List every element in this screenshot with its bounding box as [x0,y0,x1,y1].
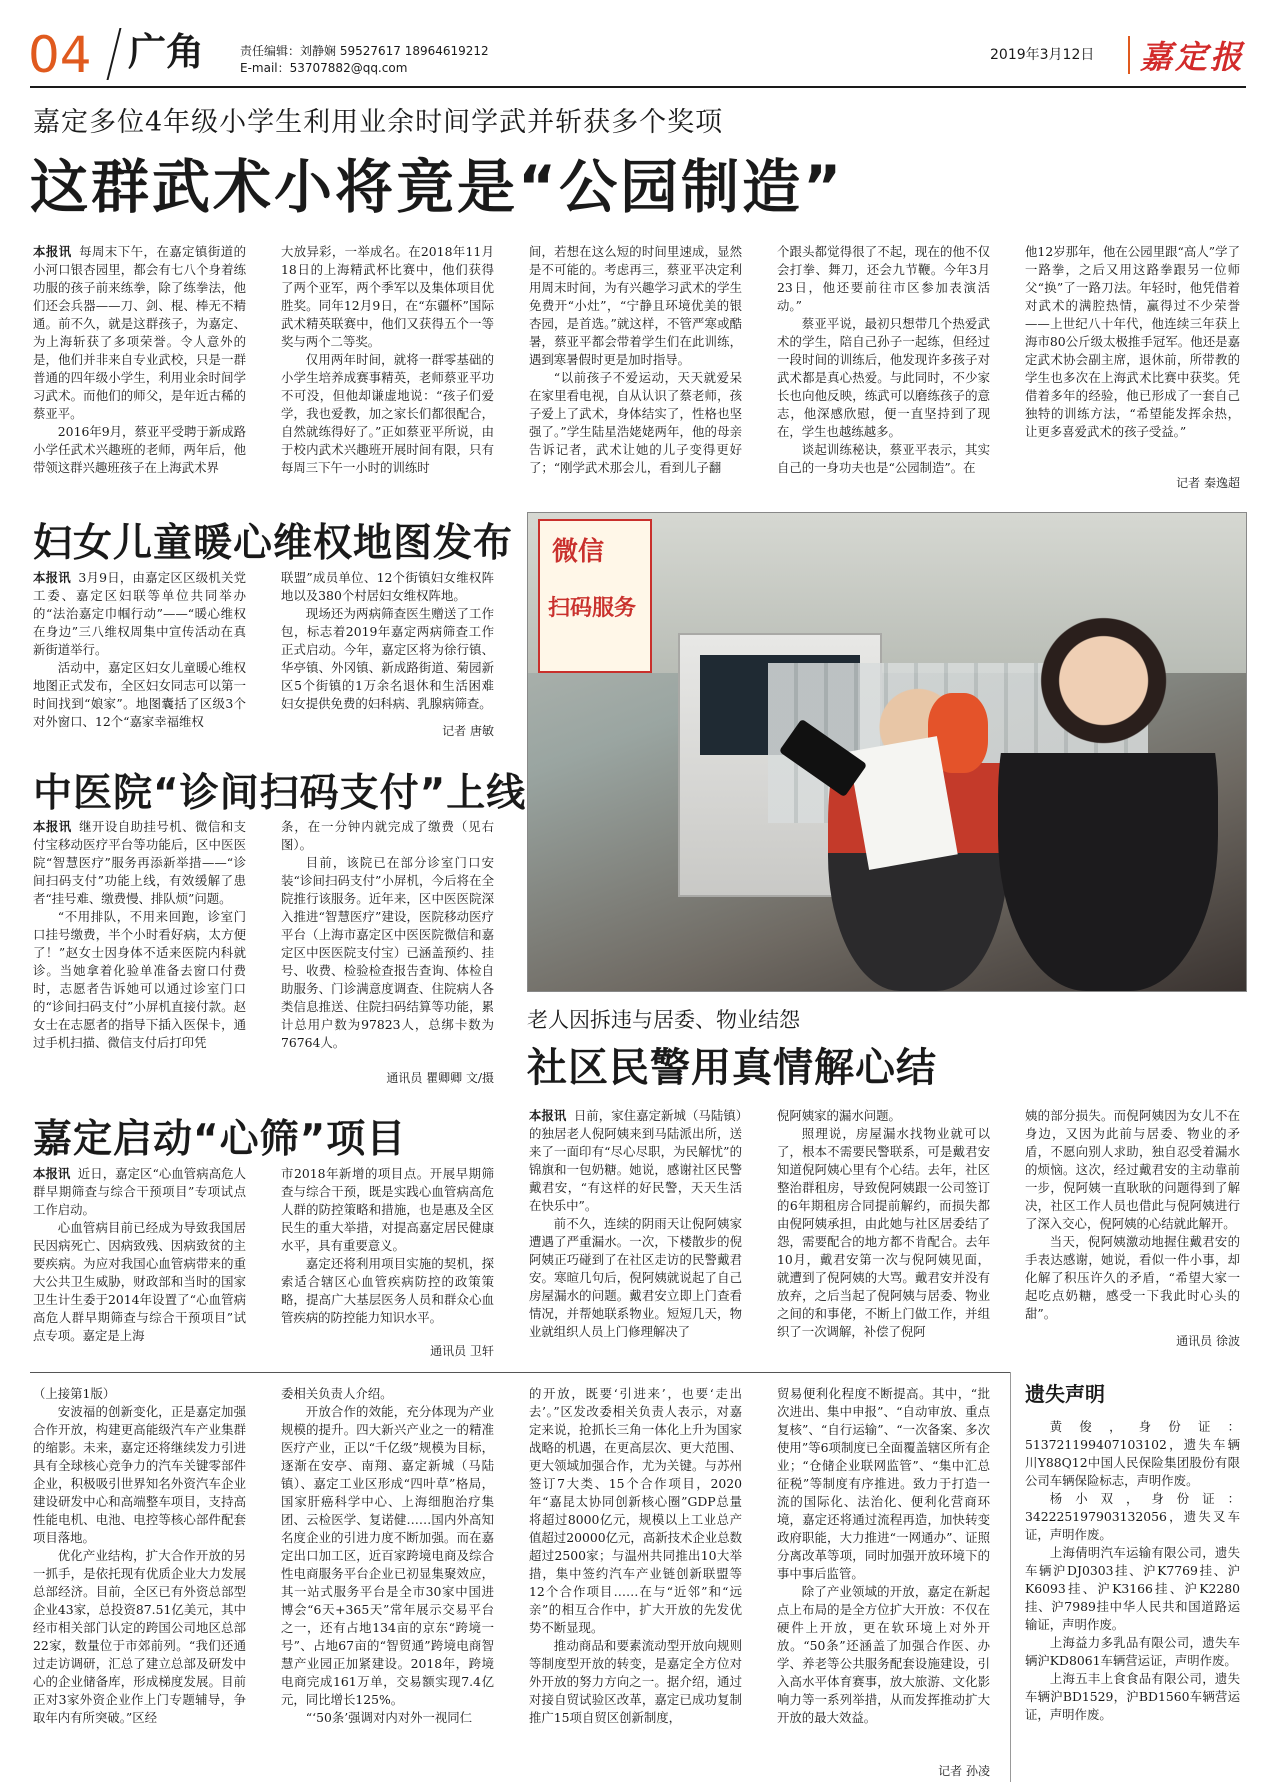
lead-tag: 本报讯 [33,1166,71,1181]
main-story-col4 [777,243,990,477]
main-story-col5 [1025,243,1240,441]
notice-divider [1010,1372,1011,1782]
main-story-col3 [529,243,742,477]
women-headline: 妇女儿童暖心维权地图发布 [33,521,514,566]
main-story-col2 [281,243,494,477]
page-number: 04 [28,26,92,84]
masthead-accent-bar [1128,36,1130,74]
paragraph: 间，若想在这么短的时间里速成，显然是不可能的。考虑再三，蔡亚平决定利用周末时间，为有兴趣学习武术的学生免费开“小灶”，“宁静且环境优美的银杏园，是首选。”就这样，不管严寒或酷暑，蔡亚平都会带着学生们在此训练，遇到寒暑假时更是加时指导。 [529,244,742,367]
paragraph: 他12岁那年，他在公园里跟“高人”学了一路拳，之后又用这路拳跟另一位师父“换”了一路刀法。年轻时，他凭借着对武术的满腔热情，赢得过不少荣誉——上世纪八十年代，他连续三年获上海市80公斤级太极推手冠军。他还是嘉定武术协会副主席，退休前，所带教的学生也多次在上海武术比赛中获奖。凭借着多年的经验，他已形成了一套自己独特的训练方法，“希望能发挥余热，让更多喜爱武术的孩子受益。” [1025,244,1240,439]
paragraph: 贸易便利化程度不断提高。其中，“批次进出、集中申报”、“自动审放、重点复核”、“自行运输”、“一次备案、多次使用”等6项制度已全面覆盖辖区所有企业；“仓储企业联网监管”、“集中汇总征税”等制度有序推进。致力于打造一流的国际化、法治化、便利化营商环境，嘉定还将通过流程再造，加快转变政府职能，大力推进“一网通办”、证照分离改革等项，同时加强开放环境下的事中事后监管。 [777,1386,990,1581]
tcm-col1 [33,818,246,1052]
paragraph: 大放异彩，一举成名。在2018年11月18日的上海精武杯比赛中，他们获得了两个亚军，两个季军以及集体项目优胜奖。同年12月9日，在“东疆杯”国际武术精英联赛中，他们又获得五个一等奖与两个二等奖。 [281,244,494,349]
paragraph: 除了产业领域的开放，嘉定在新起点上布局的是全方位扩大开放：不仅在硬件上开放，更在软环境上对外开放。“50条”还涵盖了加强合作医、办学、养老等公共服务配套设施建设，引入高水平体育赛事，放大旅游、文化影响力等一系列举措，从而发挥推动扩大开放的最大效益。 [777,1584,990,1725]
lead-tag: 本报讯 [529,1108,567,1123]
paragraph: 推动商品和要素流动型开放向规则等制度型开放的转变，是嘉定全方位对外开放的努力方向之一。据介绍，通过对接自贸试验区改革，嘉定已成功复制推广15项自贸区创新制度， [529,1638,742,1725]
notice-item: 上海益力多乳品有限公司，遗失车辆沪KD8061车辆营运证，声明作废。 [1025,1635,1240,1668]
paragraph: 继开设自助挂号机、微信和支付宝移动医疗平台等功能后，区中医医院“智慧医疗”服务再添新举措——“诊间扫码支付”功能上线，有效缓解了患者“挂号难、缴费慢、排队烦”问题。 [33,819,247,906]
paragraph: 优化产业结构，扩大合作开放的另一抓手，是依托现有优质企业大力发展总部经济。目前，全区已有外资总部型企业43家，总投资87.51亿美元，其中经市相关部门认定的跨国公司地区总部22家，数量位于市郊前列。“我们还通过走访调研，汇总了建立总部及研发中心的企业储备库，形成梯度发展。目前正对3家外资企业作上门专题辅导，争取年内有所突破。”区经 [33,1548,246,1725]
photo-sign [538,519,652,673]
photo-sign-text: 微信 [552,537,605,567]
lead-tag: 本报讯 [33,570,71,585]
paragraph: 近日，嘉定区“心血管病高危人群早期筛查与综合干预项目”专项试点工作启动。 [33,1166,246,1217]
continued-col4 [777,1385,990,1727]
women-byline: 记者 唐敏 [442,724,494,738]
editor-info [240,43,560,77]
paragraph: 倪阿姨家的漏水问题。 [777,1108,901,1123]
paragraph: 条，在一分钟内就完成了缴费（见右图）。 [281,819,494,852]
lead-tag: 本报讯 [33,819,72,834]
paragraph: “‘50条’强调对内对外一视同仁 [305,1710,473,1725]
notice-title: 遗失声明 [1025,1382,1105,1406]
photo-person-woman [998,603,1218,991]
section-divider [30,1372,1010,1373]
paragraph: 的开放，既要‘引进来’，也要‘走出去’。”区发改委相关负责人表示，对嘉定来说，抢抓长三角一体化上升为国家战略的机遇，在更高层次、更大范围、更大领域加强合作，尤为关键。与苏州签订7大类、15个合作项目，2020年“嘉昆太协同创新核心圈”GDP总量将超过8000亿元，规模以上工业总产值超过20000亿元，高新技术企业总数超过2500家；与温州共同推出10大举措，集中签约汽车产业链创新联盟等12个合作项目……在与“近邻”和“远亲”的相互合作中，扩大开放的先发优势不断显现。 [529,1386,742,1635]
police-byline: 通讯员 徐波 [1176,1334,1240,1348]
continued-col2 [281,1385,494,1727]
newspaper-logo: 嘉定报 [1140,38,1246,76]
paragraph: 现场还为两病筛查医生赠送了工作包，标志着2019年嘉定两病筛查工作正式启动。今年，嘉定区将为徐行镇、华亭镇、外冈镇、新成路街道、菊园新区5个街镇的1万余名退休和生活困难妇女提供免费的妇科病、乳腺病筛查。 [281,606,494,711]
paragraph: 个跟头都觉得很了不起，现在的他不仅会打拳、舞刀，还会九节鞭。今年3月23日，他还要前往市区参加表演活动。” [777,244,990,313]
paragraph: 联盟”成员单位、12个街镇妇女维权阵地以及380个村居妇女维权阵地。 [281,570,494,603]
paragraph: 每周末下午，在嘉定镇街道的小河口银杏园里，都会有七八个身着练功服的孩子前来练拳，除了练拳法，他们还会兵器——刀、剑、棍、棒无不精通。前不久，就是这群孩子，为嘉定、为上海斩获了多项荣誉。令人意外的是，他们并非来自专业武校，只是一群普通的四年级小学生，利用业余时间学习武术。而他们的师父，是年近古稀的蔡亚平。 [33,244,247,421]
paragraph: 心血管病目前已经成为导致我国居民因病死亡、因病致残、因病致贫的主要疾病。为应对我国心血管病带来的重大公共卫生威胁，财政部和当时的国家卫生计生委于2014年设置了“心血管病高危人群早期筛查与综合干预项目”试点专项。嘉定是上海 [33,1220,246,1343]
notice-item: 上海五丰上食食品有限公司，遗失车辆沪BD1529，沪BD1560车辆营运证，声明作废。 [1025,1671,1240,1722]
continued-col3 [529,1385,742,1727]
section-name: 广角 [128,29,205,74]
paragraph: 2016年9月，蔡亚平受聘于新成路小学任武术兴趣班的老师，两年后，他带领这群兴趣班孩子在上海武术界 [33,424,246,475]
police-col3 [1025,1107,1240,1323]
news-photo [527,512,1247,992]
lead-tag: 本报讯 [33,244,72,259]
masthead-divider [107,28,122,80]
xinshai-col2 [281,1165,494,1327]
main-story-col1 [33,243,246,477]
xinshai-headline: 嘉定启动“心筛”项目 [33,1117,407,1162]
paragraph: 市2018年新增的项目点。开展早期筛查与综合干预，既是实践心血管病高危人群的防控策略和措施，也是惠及全区民生的重大举措，对提高嘉定居民健康水平，具有重要意义。 [281,1166,494,1253]
paragraph: 日前，家住嘉定新城（马陆镇）的独居老人倪阿姨来到马陆派出所，送来了一面印有“尽心尽职，为民解忧”的锦旗和一包奶糖。她说，感谢社区民警戴君安，“有这样的好民警，天天生活在快乐中”。 [529,1108,742,1213]
paragraph: 当天，倪阿姨激动地握住戴君安的手表达感谢，她说，看似一件小事，却化解了积压许久的矛盾，“希望大家一起吃点奶糖，感受一下我此时心头的甜”。 [1025,1234,1240,1321]
continued-byline: 记者 孙凌 [938,1764,990,1778]
issue-date: 2019年3月12日 [990,47,1095,63]
paragraph: 嘉定还将利用项目实施的契机，探索适合辖区心血管疾病防控的政策策略，提高广大基层医务人员和群众心血管疾病的防控能力知识水平。 [281,1256,494,1325]
women-col2 [281,569,494,713]
paragraph: 照理说，房屋漏水找物业就可以了，根本不需要民警联系，可是戴君安知道倪阿姨心里有个心结。去年，社区整治群租房，导致倪阿姨跟一公司签订的6年期租房合同提前解约，而损失都由倪阿姨承担，由此她与社区居委结了怨，需要配合的地方都不肯配合。去年10月，戴君安第一次与倪阿姨见面，就遭到了倪阿姨的大骂。戴君安并没有放弃，之后当起了倪阿姨与居委、物业之间的和事佬，不断上门做工作，并组织了一次调解，补偿了倪阿 [777,1126,990,1339]
paragraph: 仅用两年时间，就将一群零基础的小学生培养成赛事精英，老师蔡亚平功不可没，但他却谦虚地说：“孩子们爱学，我也爱教，加之家长们都很配合，自然就练得好了。”正如蔡亚平所说，由于校内武术兴趣班开展时间有限，只有每周三下午一小时的训练时 [281,352,494,475]
women-col1 [33,569,246,731]
notice-item: 黄俊，身份证：513721199407103102，遗失车辆川Y88Q12中国人民保险集团股份有限公司车辆保险标志，声明作废。 [1025,1419,1240,1488]
editor-line: 责任编辑：刘静娴 59527617 18964619212 [240,44,489,58]
notice-item: 上海倩明汽车运输有限公司，遗失车辆沪DJ0303挂、沪K7769挂、沪K6093挂、沪K3166挂、沪K2280挂、沪7989挂中华人民共和国道路运输证，声明作废。 [1025,1545,1240,1632]
paragraph: 开放合作的效能，充分体现为产业规模的提升。四大新兴产业之一的精准医疗产业，正以“千亿级”规模为目标，逐渐在安亭、南翔、嘉定新城（马陆镇）、嘉定工业区形成“四叶草”格局，国家肝癌科学中心、上海细胞治疗集团、云检医学、复诺健……国内外高知名度企业的引进力度不断加强。而在嘉定出口加工区，近百家跨境电商及综合性电商服务平台企业已初显集聚效应，其一站式服务平台是全市30家中国进博会“6天+365天”常年展示交易平台之一，还有占地134亩的京东“跨境一号”、占地67亩的“智贸通”跨境电商智慧产业园正加紧建设。2018年，跨境电商完成161万单，交易额实现7.4亿元，同比增长125%。 [281,1404,494,1707]
tcm-byline: 通讯员 瞿卿卿 文/摄 [386,1071,494,1085]
tcm-headline: 中医院“诊间扫码支付”上线 [33,771,527,816]
continued-col1 [33,1385,246,1727]
paragraph: 谈起训练秘诀，蔡亚平表示，其实自己的一身功夫也是“公园制造”。在 [777,442,990,475]
paragraph: “以前孩子不爱运动，天天就爱呆在家里看电视，自从认识了蔡老师，孩子爱上了武术，身体结实了，性格也坚强了。”学生陆星浩姥姥两年，他的母亲告诉记者，武术让她的儿子变得更好了；“刚学武术那会儿，看到儿子翻 [529,370,742,475]
paragraph: 目前，该院已在部分诊室门口安装“诊间扫码支付”小屏机，今后将在全院推行该服务。近年来，区中医医院深入推进“智慧医疗”建设，医院移动医疗平台（上海市嘉定区中医医院微信和嘉定区中医医院支付宝）已涵盖预约、挂号、收费、检验检查报告查询、体检自助服务、门诊满意度调查、住院病人各类信息推送、住院扫码结算等功能，累计总用户数为97823人，总绑卡数为76764人。 [281,855,494,1050]
main-kicker: 嘉定多位4年级小学生利用业余时间学武并斩获多个奖项 [33,107,724,138]
paragraph: 安波福的创新变化，正是嘉定加强合作开放，构建更高能级汽车产业集群的缩影。未来，嘉定还将继续发力引进具有全球核心竞争力的汽车关键零部件企业，积极吸引世界知名外资汽车企业建设研发中心和高端整车项目，支持高性能电机、电池、电控等核心部件配套项目落地。 [33,1404,246,1545]
paragraph: 蔡亚平说，最初只想带几个热爱武术的学生，陪自己孙子一起练，但经过一段时间的训练后，他发现许多孩子对武术都是真心热爱。与此同时，不少家长也向他反映，练武可以磨练孩子的意志，他深感欣慰，便一直坚持到了现在，学生也越练越多。 [777,316,990,439]
paragraph: “不用排队，不用来回跑，诊室门口挂号缴费，半个小时看好病，太方便了！”赵女士因身体不适来医院内科就诊。当她拿着化验单准备去窗口付费时，志愿者告诉她可以通过诊室门口的“诊间扫码支付”小屏机直接付款。赵女士在志愿者的指导下插入医保卡，通过手机扫描、微信支付后打印凭 [33,909,246,1050]
notice-item: 杨小双，身份证：342225197903132056，遗失叉车证，声明作废。 [1025,1491,1240,1542]
main-headline: 这群武术小将竟是“公园制造” [30,153,845,221]
continued-tag: （上接第1版） [33,1386,116,1401]
xinshai-byline: 通讯员 卫轩 [430,1344,494,1358]
paragraph: 3月9日，由嘉定区区级机关党工委、嘉定区妇联等单位共同举办的“法治嘉定巾帼行动”——“暖心维权在身边”三八维权周集中宣传活动在真新街道举行。 [33,570,246,657]
police-headline: 社区民警用真情解心结 [527,1045,937,1091]
email-line: E-mail：53707882@qq.com [240,61,408,75]
photo-sign-text: 扫码服务 [548,596,637,621]
tcm-col2 [281,818,494,1052]
notice-body [1025,1418,1240,1724]
xinshai-col1 [33,1165,246,1345]
police-col1 [529,1107,742,1341]
police-kicker: 老人因拆违与居委、物业结怨 [527,1008,800,1032]
paragraph: 姨的部分损失。而倪阿姨因为女儿不在身边，又因为此前与居委、物业的矛盾，不愿向别人求助，独自忍受着漏水的烦恼。这次，经过戴君安的主动靠前一步，倪阿姨一直耿耿的问题得到了解决，社区工作人员也借此与倪阿姨进行了深入交心，倪阿姨的心结就此解开。 [1025,1108,1240,1231]
police-col2 [777,1107,990,1341]
masthead-rule [30,86,1246,88]
main-byline: 记者 秦逸超 [1176,476,1240,490]
paragraph: 委相关负责人介绍。 [281,1386,393,1401]
paragraph: 活动中，嘉定区妇女儿童暖心维权地图正式发布，全区妇女同志可以第一时间找到“娘家”。地图囊括了区级3个对外窗口、12个“嘉家幸福维权 [33,660,246,729]
paragraph: 前不久，连续的阴雨天让倪阿姨家遭遇了严重漏水。一次，下楼散步的倪阿姨正巧碰到了在社区走访的民警戴君安。寒暄几句后，倪阿姨就说起了自己房屋漏水的问题。戴君安立即上门查看情况，并帮她联系物业。短短几天，物业就组织人员上门修理解决了 [529,1216,742,1339]
